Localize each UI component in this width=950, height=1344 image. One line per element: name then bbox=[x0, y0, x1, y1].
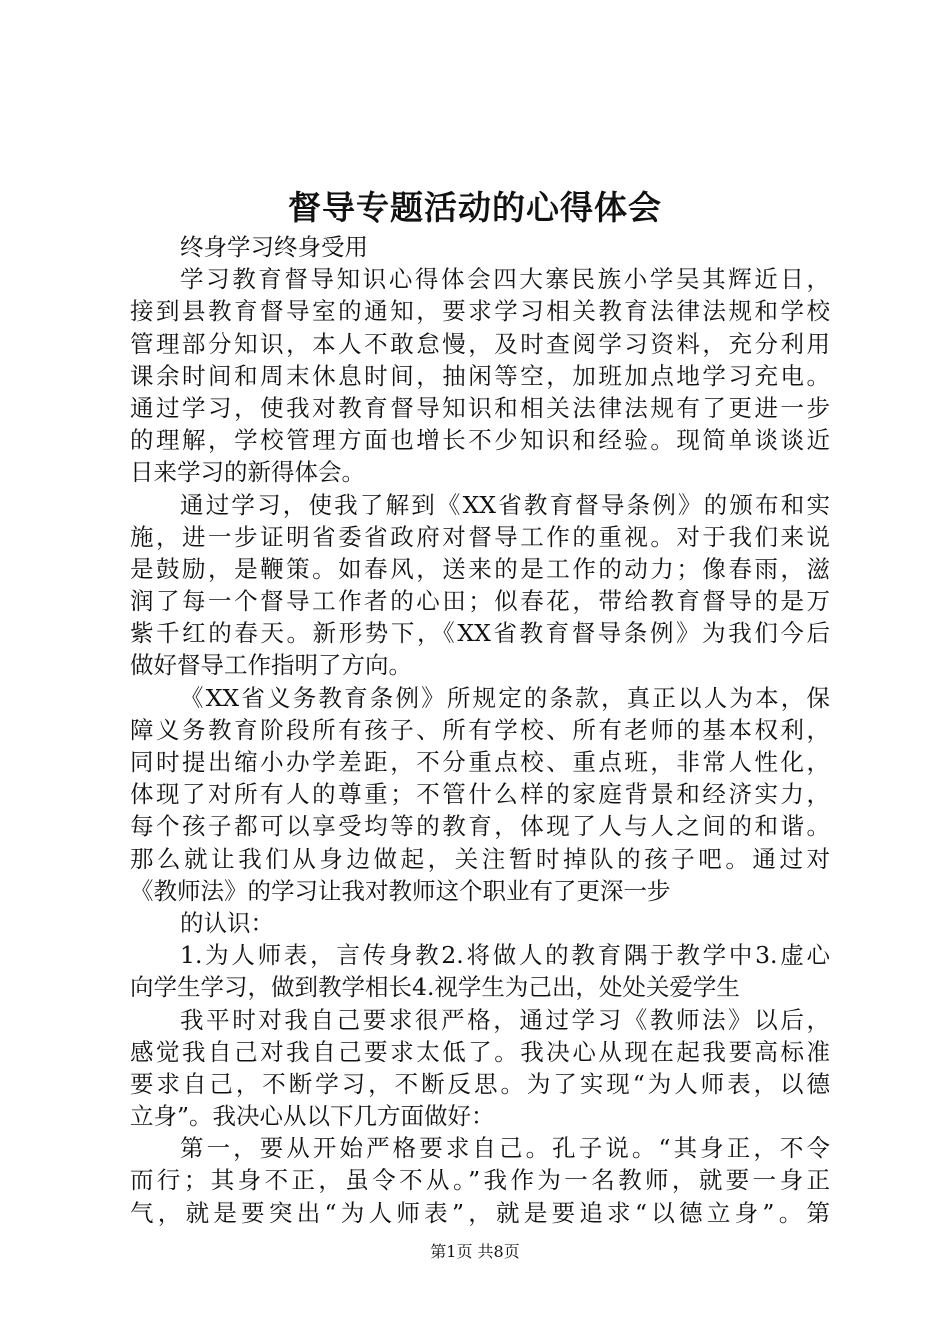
body-line: 做好督导工作指明了方向。 bbox=[130, 651, 412, 680]
body-line: 施，进一步证明省委省政府对督导工作的重视。对于我们来说 bbox=[130, 522, 830, 551]
body-line: 紫千红的春天。新形势下，《XX省教育督导条例》为我们今后 bbox=[130, 619, 830, 648]
body-line: 障义务教育阶段所有孩子、所有学校、所有老师的基本权利， bbox=[130, 715, 830, 744]
body-line: 通过学习，使我对教育督导知识和相关法律法规有了更进一步 bbox=[130, 393, 830, 422]
body-line: 立身”。我决心从以下几方面做好： bbox=[130, 1102, 495, 1131]
body-line: 要求自己，不断学习，不断反思。为了实现“为人师表，以德 bbox=[130, 1069, 830, 1098]
body-line: 学习教育督导知识心得体会四大寨民族小学吴其辉近日， bbox=[180, 265, 830, 294]
body-line: 向学生学习，做到教学相长4.视学生为己出，处处关爱学生 bbox=[130, 973, 740, 1002]
body-line: 通过学习，使我了解到《XX省教育督导条例》的颁布和实 bbox=[180, 490, 830, 519]
body-line: 的理解，学校管理方面也增长不少知识和经验。现简单谈谈近 bbox=[130, 426, 830, 455]
body-line: 第一，要从开始严格要求自己。孔子说。“其身正，不令 bbox=[180, 1134, 830, 1163]
body-line: 1.为人师表，言传身教2.将做人的教育隅于教学中3.虚心 bbox=[180, 941, 830, 970]
body-line: 管理部分知识，本人不敢怠慢，及时查阅学习资料，充分利用 bbox=[130, 329, 830, 358]
body-line: 《XX省义务教育条例》所规定的条款，真正以人为本，保 bbox=[180, 683, 830, 712]
body-line: 体现了对所有人的尊重；不管什么样的家庭背景和经济实力， bbox=[130, 780, 830, 809]
body-line: 我平时对我自己要求很严格，通过学习《教师法》以后， bbox=[180, 1005, 830, 1034]
body-line: 气，就是要突出“为人师表”，就是要追求“以德立身”。第 bbox=[130, 1198, 830, 1227]
body-line: 课余时间和周末休息时间，抽闲等空，加班加点地学习充电。 bbox=[130, 361, 830, 390]
body-line: 《教师法》的学习让我对教师这个职业有了更深一步 bbox=[130, 876, 671, 905]
body-line: 同时提出缩小办学差距，不分重点校、重点班，非常人性化， bbox=[130, 748, 830, 776]
body-line: 是鼓励，是鞭策。如春风，送来的是工作的动力；像春雨，滋 bbox=[130, 554, 830, 583]
body-line: 感觉我自己对我自己要求太低了。我决心从现在起我要高标准 bbox=[130, 1037, 830, 1066]
body-line: 润了每一个督导工作者的心田；似春花，带给教育督导的是万 bbox=[130, 587, 830, 616]
body-line: 每个孩子都可以享受均等的教育，体现了人与人之间的和谐。 bbox=[130, 812, 830, 841]
body-line: 的认识： bbox=[180, 908, 274, 937]
body-line: 而行；其身不正，虽令不从。”我作为一名教师，就要一身正 bbox=[130, 1166, 830, 1195]
body-line: 那么就让我们从身边做起，关注暂时掉队的孩子吧。通过对 bbox=[130, 844, 830, 873]
body-line: 日来学习的新得体会。 bbox=[130, 458, 365, 487]
document-title: 督导专题活动的心得体会 bbox=[288, 188, 662, 227]
body-line: 终身学习终身受用 bbox=[180, 233, 368, 261]
document-body bbox=[130, 231, 830, 1229]
page-footer: 第1页 共8页 bbox=[430, 1242, 520, 1261]
body-line: 接到县教育督导室的通知，要求学习相关教育法律法规和学校 bbox=[130, 297, 830, 326]
